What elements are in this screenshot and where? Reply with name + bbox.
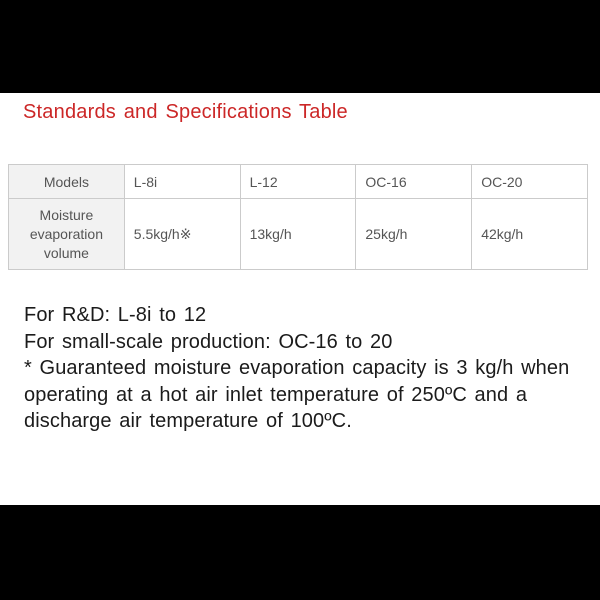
note-line-operating: operating at a hot air inlet temperature of 250ºC and a: [24, 383, 528, 406]
note-line-rd: For R&D: L-8i to 12: [24, 304, 207, 326]
header-cell-oc16: OC-16: [356, 165, 472, 199]
value-cell-oc20: 42kg/h: [472, 199, 588, 270]
notes-text: [24, 302, 584, 435]
value-cell-l12: 13kg/h: [240, 199, 356, 270]
row-label-lines: [9, 206, 124, 263]
note-line-discharge: discharge air temperature of 100ºC.: [24, 410, 352, 433]
value-cell-l8i: 5.5kg/h※: [124, 199, 240, 270]
row-label-line: evaporation: [29, 225, 103, 242]
row-label-line: Moisture: [39, 206, 94, 223]
bottom-black-band: [0, 505, 600, 600]
row-label-line: volume: [43, 244, 89, 261]
row-label-moisture-evaporation-volume: [9, 199, 125, 270]
value-cell-oc16: 25kg/h: [356, 199, 472, 270]
header-cell-oc20: OC-20: [472, 165, 588, 199]
note-line-guarantee: * Guaranteed moisture evaporation capacity is 3 kg/h when: [24, 357, 570, 380]
header-cell-l8i: L-8i: [124, 165, 240, 199]
page-title: Standards and Specifications Table: [23, 101, 348, 123]
spec-table: [8, 164, 588, 270]
header-cell-l12: L-12: [240, 165, 356, 199]
header-cell-models: Models: [9, 165, 125, 199]
note-line-smallscale: For small-scale production: OC-16 to 20: [24, 330, 393, 353]
table-row: [9, 199, 588, 270]
top-black-band: [0, 0, 600, 93]
table-header-row: [9, 165, 588, 199]
